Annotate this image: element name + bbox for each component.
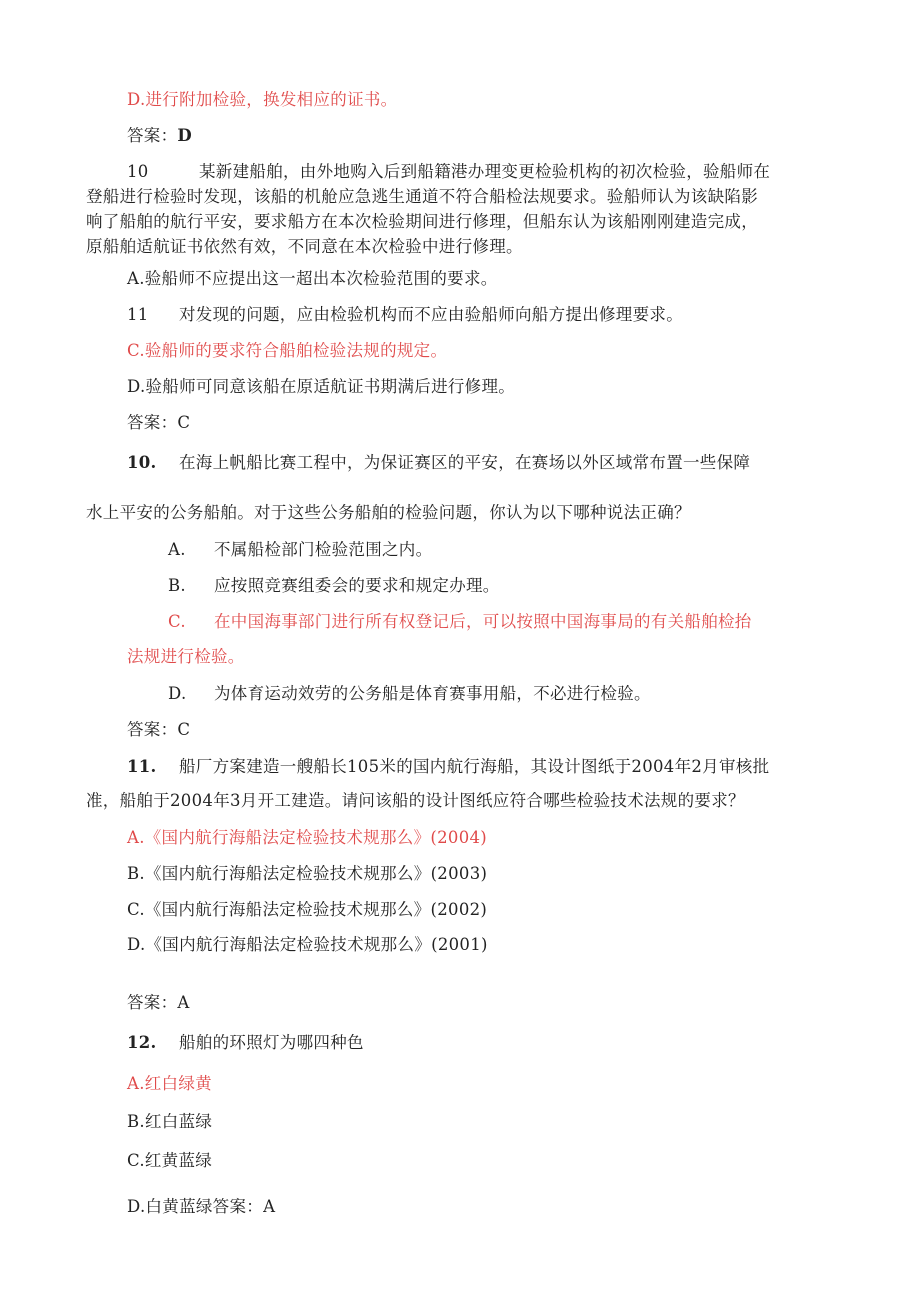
question-number: 10. [127, 453, 157, 472]
option-b-row [168, 576, 500, 596]
option-label: C. [168, 612, 186, 631]
option-label: A. [168, 540, 186, 559]
question-11-line2: 准，船舶于2004年3月开工建造。请问该船的设计图纸应符合哪些检验技术法规的要求？ [86, 791, 745, 810]
option-text: 不属船检部门检验范围之内。 [214, 540, 433, 559]
question-10a-line1 [127, 162, 770, 182]
option-a-line: A.验船师不应提出这一超出本次检验范围的要求。 [127, 269, 498, 288]
item-text: 对发现的问题，应由检验机构而不应由验船师向船方提出修理要求。 [179, 305, 683, 324]
option-c-line: C.验船师的要求符合船舶检验法规的规定。 [127, 341, 448, 360]
option-text: 为体育运动效劳的公务船是体育赛事用船，不必进行检验。 [214, 684, 651, 703]
question-number: 11. [127, 757, 157, 776]
option-11-line [127, 305, 683, 325]
answer-line-3: 答案：C [127, 720, 191, 739]
option-c-row [168, 612, 752, 632]
option-b-row: B.红白蓝绿 [127, 1112, 213, 1131]
question-text: 船厂方案建造一艘船长105米的国内航行海船，其设计图纸于2004年2月审核批 [179, 757, 770, 776]
answer-value: D [177, 126, 193, 145]
answer-line-2: 答案：C [127, 413, 191, 432]
answer-line [127, 126, 192, 146]
option-label: B. [168, 576, 186, 595]
option-text: 应按照竞赛组委会的要求和规定办理。 [214, 576, 500, 595]
option-text: 在中国海事部门进行所有权登记后，可以按照中国海事局的有关船舶检抬 [214, 612, 752, 631]
option-c-row: C.红黄蓝绿 [127, 1151, 213, 1170]
option-c-row-cont: 法规进行检验。 [127, 647, 245, 666]
question-12-line1 [127, 1033, 364, 1053]
option-d-row: D.白黄蓝绿答案：A [127, 1197, 276, 1216]
option-b-row: B.《国内航行海船法定检验技术规那么》(2003) [127, 864, 488, 883]
question-10b-line1 [127, 453, 750, 473]
answer-line-4: 答案：A [127, 993, 190, 1012]
option-a-row [168, 540, 432, 560]
question-number: 10 [127, 162, 149, 181]
answer-prefix: 答案： [127, 126, 178, 145]
question-10a-line4: 原船舶适航证书依然有效，不同意在本次检验中进行修理。 [86, 237, 523, 256]
question-number: 12. [127, 1033, 157, 1052]
question-10b-line2: 水上平安的公务船舶。对于这些公务船舶的检验问题，你认为以下哪种说法正确？ [86, 503, 691, 522]
item-number: 11 [127, 305, 149, 324]
question-11-line1 [127, 757, 769, 777]
option-a-row: A.《国内航行海船法定检验技术规那么》(2004) [127, 828, 488, 847]
question-10a-line3: 响了船舶的航行平安，要求船方在本次检验期间进行修理，但船东认为该船刚刚建造完成， [86, 212, 758, 231]
question-text: 船舶的环照灯为哪四种色 [179, 1033, 364, 1052]
option-d-row: D.《国内航行海船法定检验技术规那么》(2001) [127, 935, 488, 954]
option-d-line: D.进行附加检验，换发相应的证书。 [127, 90, 398, 109]
question-text: 在海上帆船比赛工程中，为保证赛区的平安，在赛场以外区域常布置一些保障 [179, 453, 751, 472]
question-text: 某新建船舶，由外地购入后到船籍港办理变更检验机构的初次检验，验船师在 [199, 162, 771, 181]
option-c-row: C.《国内航行海船法定检验技术规那么》(2002) [127, 900, 488, 919]
option-label: D. [168, 684, 187, 703]
option-a-row: A.红白绿黄 [127, 1074, 212, 1093]
option-d-row [168, 684, 651, 704]
option-d2-line: D.验船师可同意该船在原适航证书期满后进行修理。 [127, 377, 516, 396]
question-10a-line2: 登船进行检验时发现，该船的机舱应急逃生通道不符合船检法规要求。验船师认为该缺陷影 [86, 187, 758, 206]
